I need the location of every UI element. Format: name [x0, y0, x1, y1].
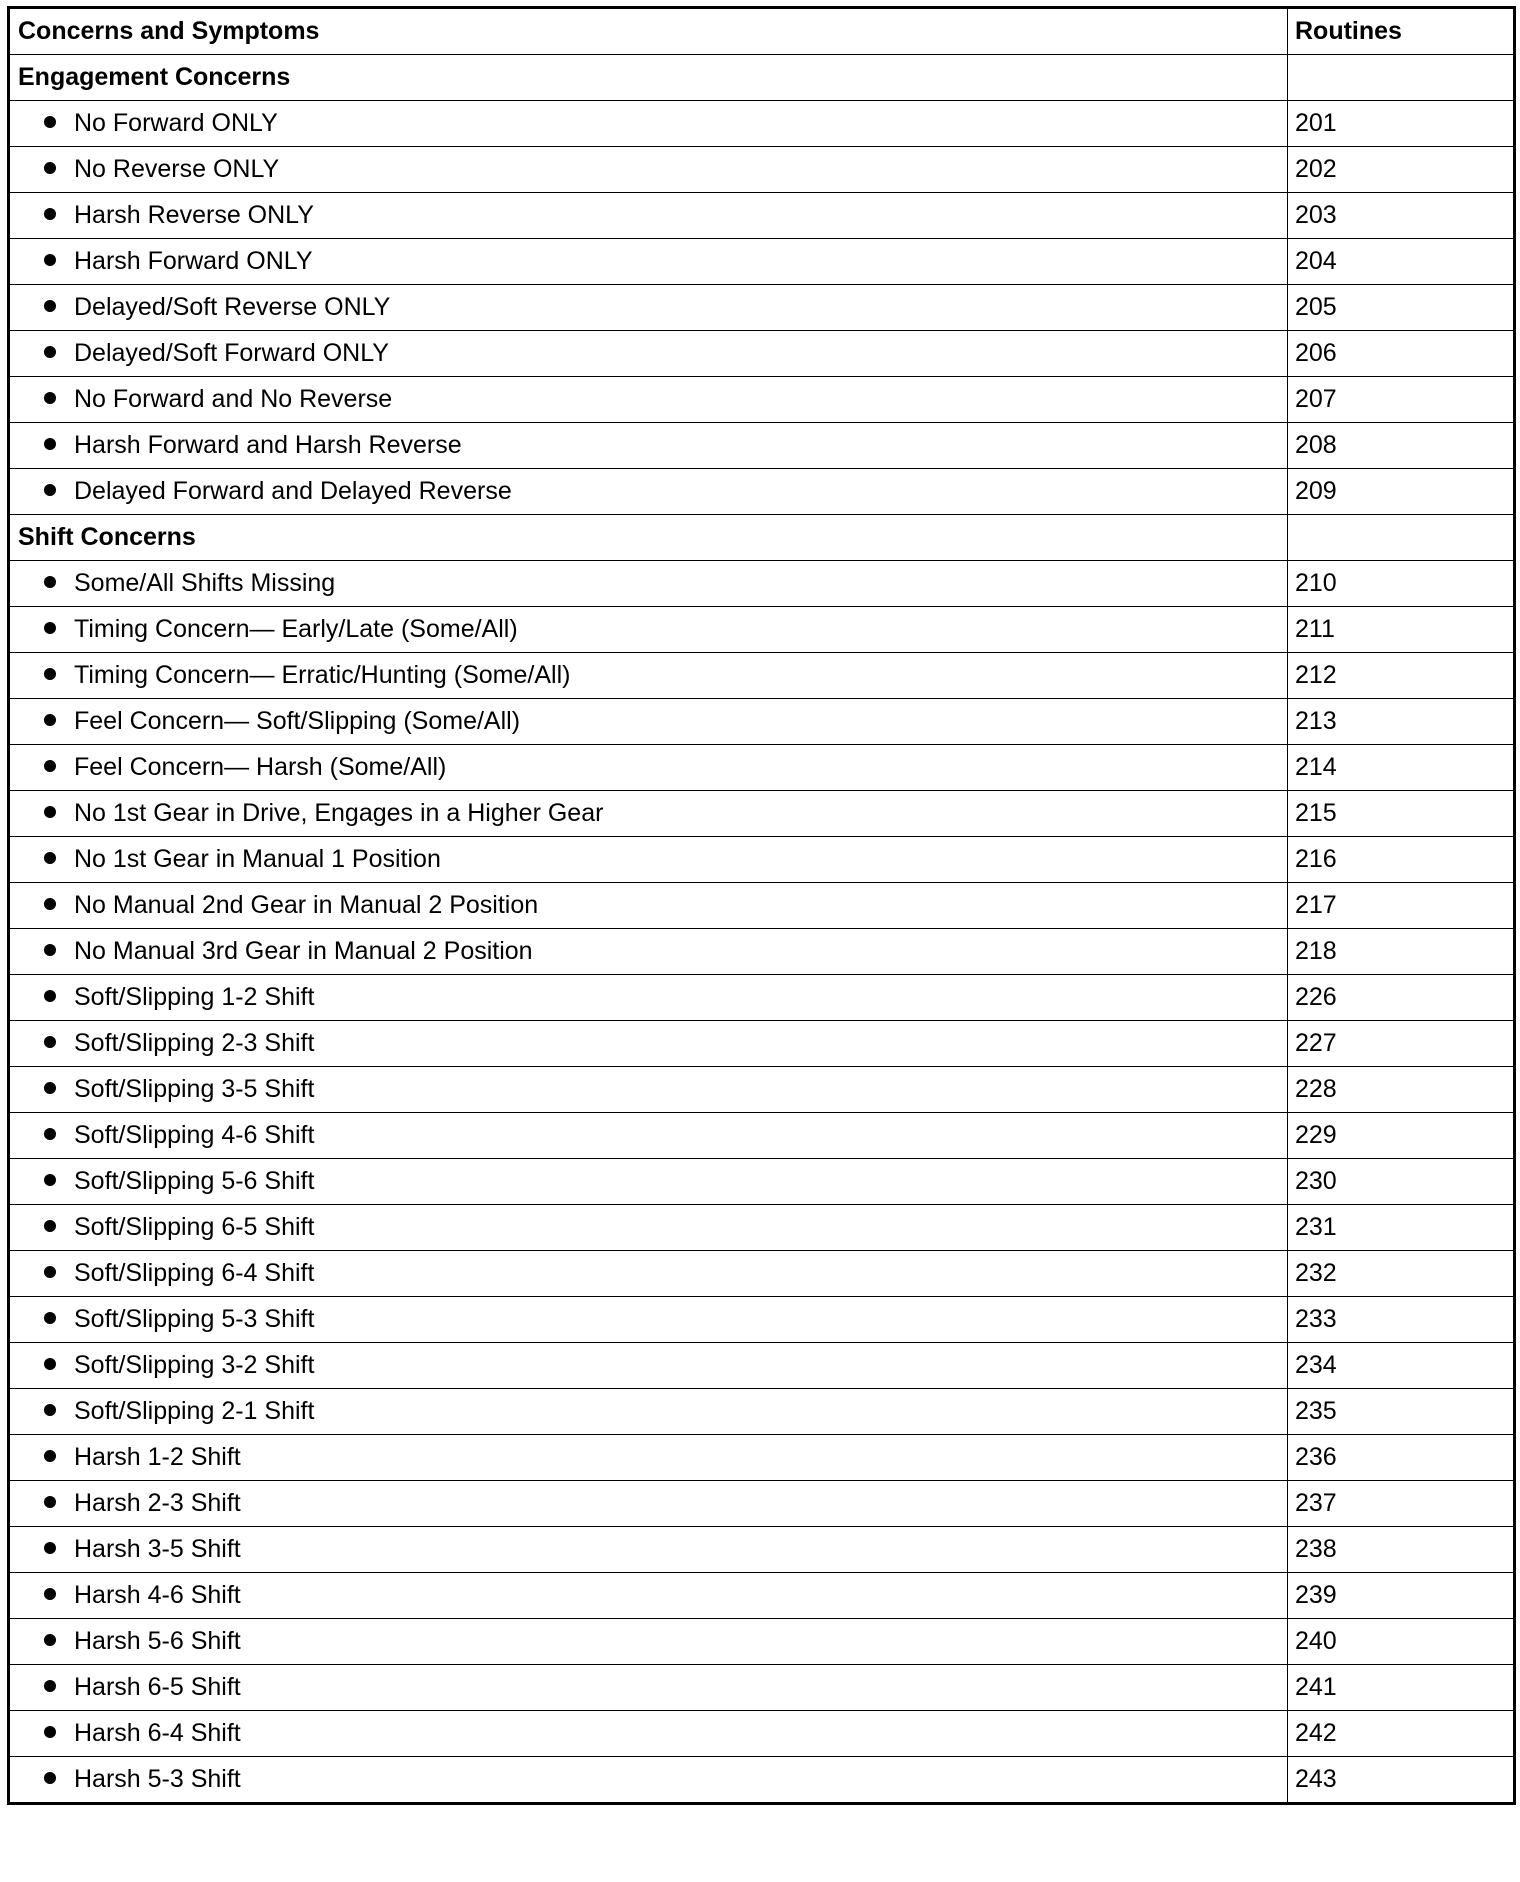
concern-label: Harsh 6-5 Shift: [74, 1673, 241, 1701]
bullet-icon: [44, 254, 56, 266]
routine-cell: 218: [1288, 929, 1515, 975]
concern-cell: [9, 193, 1288, 239]
section-title: [9, 515, 1288, 561]
concern-label: No Forward ONLY: [74, 109, 278, 137]
routine-cell: 208: [1288, 423, 1515, 469]
table-row: [9, 1113, 1515, 1159]
bullet-icon: [44, 576, 56, 588]
bullet-icon: [44, 392, 56, 404]
routine-cell: [1288, 55, 1515, 101]
table-row: [9, 1573, 1515, 1619]
concern-cell: [9, 561, 1288, 607]
table-body: [9, 8, 1515, 1804]
table-row: [9, 1159, 1515, 1205]
routine-cell: 209: [1288, 469, 1515, 515]
concern-cell: [9, 791, 1288, 837]
routine-cell: 215: [1288, 791, 1515, 837]
table-row: [9, 1205, 1515, 1251]
routine-cell: 243: [1288, 1757, 1515, 1804]
bullet-icon: [44, 668, 56, 680]
table-row: [9, 331, 1515, 377]
routine-cell: 229: [1288, 1113, 1515, 1159]
table-row: [9, 607, 1515, 653]
concern-cell: [9, 975, 1288, 1021]
routine-cell: 213: [1288, 699, 1515, 745]
concern-label: No 1st Gear in Drive, Engages in a Higher Gear: [74, 799, 604, 827]
concern-cell: [9, 1665, 1288, 1711]
bullet-icon: [44, 300, 56, 312]
table-header-row: [9, 8, 1515, 55]
bullet-icon: [44, 438, 56, 450]
bullet-icon: [44, 1588, 56, 1600]
table-row: [9, 377, 1515, 423]
concern-cell: [9, 1343, 1288, 1389]
concern-cell: [9, 377, 1288, 423]
concern-cell: [9, 653, 1288, 699]
table-row: [9, 653, 1515, 699]
concern-cell: [9, 1113, 1288, 1159]
concern-label: Harsh 5-3 Shift: [74, 1765, 241, 1793]
concern-label: Soft/Slipping 5-3 Shift: [74, 1305, 315, 1333]
routine-cell: 201: [1288, 101, 1515, 147]
table-row: [9, 469, 1515, 515]
concern-label: Harsh 3-5 Shift: [74, 1535, 241, 1563]
routine-cell: 210: [1288, 561, 1515, 607]
routine-cell: 226: [1288, 975, 1515, 1021]
bullet-icon: [44, 1542, 56, 1554]
table-row: [9, 1619, 1515, 1665]
bullet-icon: [44, 944, 56, 956]
routine-cell: 211: [1288, 607, 1515, 653]
table-row: [9, 1665, 1515, 1711]
routine-cell: 237: [1288, 1481, 1515, 1527]
routine-cell: 203: [1288, 193, 1515, 239]
concern-cell: [9, 1159, 1288, 1205]
table-row: [9, 975, 1515, 1021]
routine-cell: 231: [1288, 1205, 1515, 1251]
routine-cell: 212: [1288, 653, 1515, 699]
table-row: [9, 1021, 1515, 1067]
bullet-icon: [44, 1266, 56, 1278]
bullet-icon: [44, 1082, 56, 1094]
table-row: [9, 1389, 1515, 1435]
table-row: [9, 1435, 1515, 1481]
section-label: Shift Concerns: [18, 523, 196, 551]
concern-label: No Reverse ONLY: [74, 155, 280, 183]
table-row: [9, 699, 1515, 745]
routine-cell: 202: [1288, 147, 1515, 193]
bullet-icon: [44, 1726, 56, 1738]
concern-cell: [9, 745, 1288, 791]
concern-label: Feel Concern— Harsh (Some/All): [74, 753, 447, 781]
table-row: [9, 1481, 1515, 1527]
concern-label: Soft/Slipping 6-5 Shift: [74, 1213, 315, 1241]
bullet-icon: [44, 1496, 56, 1508]
routine-cell: 233: [1288, 1297, 1515, 1343]
bullet-icon: [44, 1312, 56, 1324]
table-row: [9, 1757, 1515, 1804]
concern-cell: [9, 1435, 1288, 1481]
concern-label: Delayed/Soft Reverse ONLY: [74, 293, 391, 321]
bullet-icon: [44, 898, 56, 910]
concern-cell: [9, 1205, 1288, 1251]
concern-label: Delayed/Soft Forward ONLY: [74, 339, 389, 367]
section-row: [9, 515, 1515, 561]
section-label: Engagement Concerns: [18, 63, 291, 91]
concern-cell: [9, 1067, 1288, 1113]
routine-cell: 232: [1288, 1251, 1515, 1297]
concern-label: Timing Concern— Early/Late (Some/All): [74, 615, 518, 643]
concern-cell: [9, 1021, 1288, 1067]
routine-cell: 205: [1288, 285, 1515, 331]
concern-label: Soft/Slipping 6-4 Shift: [74, 1259, 315, 1287]
table-row: [9, 1527, 1515, 1573]
routine-cell: 242: [1288, 1711, 1515, 1757]
bullet-icon: [44, 116, 56, 128]
concern-label: Harsh 5-6 Shift: [74, 1627, 241, 1655]
routine-cell: 239: [1288, 1573, 1515, 1619]
table-row: [9, 1067, 1515, 1113]
table-row: [9, 1343, 1515, 1389]
routine-cell: 214: [1288, 745, 1515, 791]
concern-label: Soft/Slipping 4-6 Shift: [74, 1121, 315, 1149]
bullet-icon: [44, 1220, 56, 1232]
concern-cell: [9, 1251, 1288, 1297]
routine-cell: 240: [1288, 1619, 1515, 1665]
routine-cell: 241: [1288, 1665, 1515, 1711]
concern-label: Delayed Forward and Delayed Reverse: [74, 477, 512, 505]
concern-label: Harsh 1-2 Shift: [74, 1443, 241, 1471]
concern-cell: [9, 1711, 1288, 1757]
routine-cell: 234: [1288, 1343, 1515, 1389]
routine-cell: 217: [1288, 883, 1515, 929]
bullet-icon: [44, 1174, 56, 1186]
routine-cell: 227: [1288, 1021, 1515, 1067]
bullet-icon: [44, 852, 56, 864]
table-row: [9, 1711, 1515, 1757]
concern-label: Timing Concern— Erratic/Hunting (Some/All): [74, 661, 571, 689]
routine-cell: 235: [1288, 1389, 1515, 1435]
concern-cell: [9, 101, 1288, 147]
concern-label: Harsh Forward ONLY: [74, 247, 313, 275]
concern-label: No Manual 3rd Gear in Manual 2 Position: [74, 937, 533, 965]
concern-cell: [9, 1619, 1288, 1665]
concerns-routines-table: [7, 6, 1516, 1805]
concern-cell: [9, 285, 1288, 331]
concern-cell: [9, 1573, 1288, 1619]
bullet-icon: [44, 1128, 56, 1140]
table-row: [9, 101, 1515, 147]
bullet-icon: [44, 208, 56, 220]
header-routines: Routines: [1288, 8, 1515, 55]
bullet-icon: [44, 346, 56, 358]
concern-cell: [9, 837, 1288, 883]
concern-cell: [9, 699, 1288, 745]
concern-label: Feel Concern— Soft/Slipping (Some/All): [74, 707, 521, 735]
concern-label: Soft/Slipping 2-3 Shift: [74, 1029, 315, 1057]
bullet-icon: [44, 1634, 56, 1646]
bullet-icon: [44, 1450, 56, 1462]
routine-cell: 216: [1288, 837, 1515, 883]
concern-cell: [9, 1481, 1288, 1527]
concern-label: Harsh 2-3 Shift: [74, 1489, 241, 1517]
table-row: [9, 239, 1515, 285]
routine-cell: 206: [1288, 331, 1515, 377]
bullet-icon: [44, 1358, 56, 1370]
concern-label: Some/All Shifts Missing: [74, 569, 336, 597]
concern-label: Harsh Reverse ONLY: [74, 201, 314, 229]
concern-cell: [9, 331, 1288, 377]
header-concerns-symptoms: Concerns and Symptoms: [9, 8, 1288, 55]
routine-cell: 207: [1288, 377, 1515, 423]
concern-cell: [9, 1297, 1288, 1343]
routine-cell: 236: [1288, 1435, 1515, 1481]
bullet-icon: [44, 1404, 56, 1416]
concern-label: Soft/Slipping 5-6 Shift: [74, 1167, 315, 1195]
concern-label: Harsh 4-6 Shift: [74, 1581, 241, 1609]
table-row: [9, 193, 1515, 239]
concern-cell: [9, 1757, 1288, 1804]
concern-label: No 1st Gear in Manual 1 Position: [74, 845, 441, 873]
bullet-icon: [44, 760, 56, 772]
section-title: [9, 55, 1288, 101]
routine-cell: 228: [1288, 1067, 1515, 1113]
table-row: [9, 837, 1515, 883]
table-row: [9, 791, 1515, 837]
table-row: [9, 1297, 1515, 1343]
routine-cell: 204: [1288, 239, 1515, 285]
table-row: [9, 929, 1515, 975]
bullet-icon: [44, 714, 56, 726]
concern-label: Soft/Slipping 1-2 Shift: [74, 983, 315, 1011]
table-row: [9, 883, 1515, 929]
concern-cell: [9, 607, 1288, 653]
table-row: [9, 561, 1515, 607]
bullet-icon: [44, 1036, 56, 1048]
table-row: [9, 423, 1515, 469]
concern-label: Soft/Slipping 2-1 Shift: [74, 1397, 315, 1425]
concern-cell: [9, 423, 1288, 469]
section-row: [9, 55, 1515, 101]
concern-label: Harsh Forward and Harsh Reverse: [74, 431, 462, 459]
bullet-icon: [44, 1680, 56, 1692]
routine-cell: [1288, 515, 1515, 561]
bullet-icon: [44, 990, 56, 1002]
concern-label: Harsh 6-4 Shift: [74, 1719, 241, 1747]
concern-cell: [9, 883, 1288, 929]
routine-cell: 238: [1288, 1527, 1515, 1573]
concern-cell: [9, 929, 1288, 975]
concern-cell: [9, 147, 1288, 193]
concern-label: No Forward and No Reverse: [74, 385, 393, 413]
bullet-icon: [44, 1772, 56, 1784]
concern-cell: [9, 239, 1288, 285]
table-row: [9, 745, 1515, 791]
table-row: [9, 285, 1515, 331]
table-row: [9, 147, 1515, 193]
bullet-icon: [44, 162, 56, 174]
routine-cell: 230: [1288, 1159, 1515, 1205]
bullet-icon: [44, 622, 56, 634]
table-row: [9, 1251, 1515, 1297]
concern-label: Soft/Slipping 3-5 Shift: [74, 1075, 315, 1103]
bullet-icon: [44, 484, 56, 496]
concern-cell: [9, 1527, 1288, 1573]
concern-cell: [9, 1389, 1288, 1435]
bullet-icon: [44, 806, 56, 818]
concern-label: No Manual 2nd Gear in Manual 2 Position: [74, 891, 539, 919]
concern-label: Soft/Slipping 3-2 Shift: [74, 1351, 315, 1379]
concern-cell: [9, 469, 1288, 515]
